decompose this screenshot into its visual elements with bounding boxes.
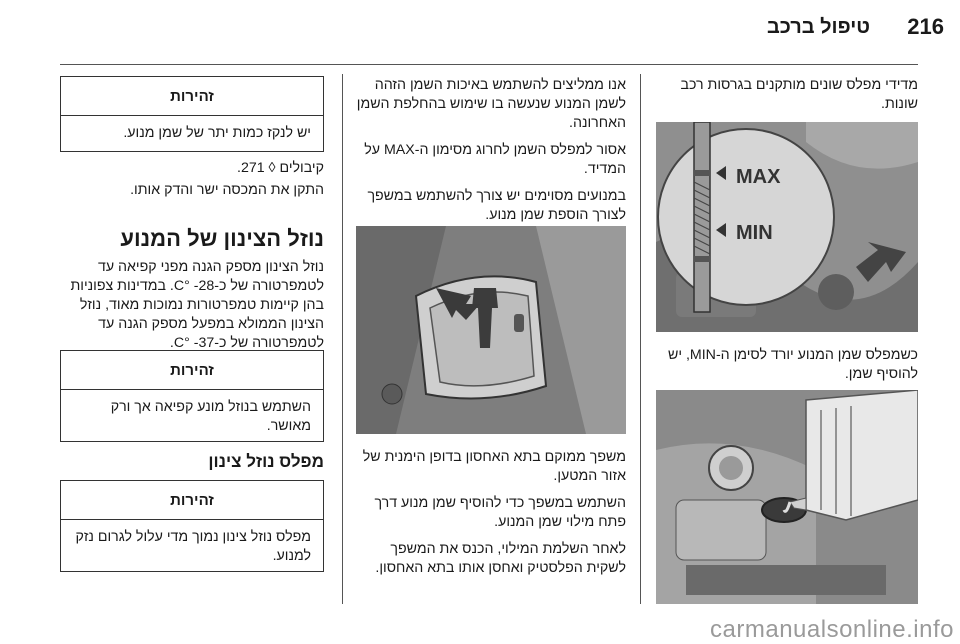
coolant-heading: נוזל הצינון של המנוע bbox=[120, 226, 324, 251]
oil-filling-illustration bbox=[656, 390, 918, 604]
cap-instruction-text: התקן את המכסה ישר והדק אותו. bbox=[130, 182, 324, 198]
capacity-reference: קיבולים ◊ 271. bbox=[236, 160, 324, 176]
section-title: טיפול ברכב bbox=[766, 16, 870, 38]
gauge-variants-text: מדידי מפלס שונים מותקנים בגרסות רכב שונות. bbox=[680, 77, 918, 112]
funnel-location-text: משפך ממוקם בתא האחסון בדופן הימנית של אזור המטען. bbox=[362, 449, 626, 484]
middle-column-lower bbox=[356, 448, 626, 578]
caution-text: יש לנקז כמות יתר של שמן מנוע. bbox=[123, 125, 311, 141]
header-divider bbox=[60, 64, 918, 65]
funnel-storage-text: לאחר השלמת המילוי, הכנס את המשפך לשקית הפלסטיק ואחסן אותו בתא האחסון. bbox=[375, 541, 626, 576]
caution-text: מפלס נוזל צינון נמוך מדי עלול לגרום נזק למנוע. bbox=[75, 529, 311, 564]
right-column-lower bbox=[656, 346, 918, 384]
caution-heading: זהירות bbox=[61, 351, 323, 390]
caution-heading: זהירות bbox=[61, 77, 323, 116]
funnel-text: במנועים מסוימים יש צורך להשתמש במשפך לצורך הוספת שמן מנוע. bbox=[367, 188, 626, 223]
min-label: MIN bbox=[736, 222, 773, 244]
column-divider-right bbox=[640, 74, 641, 604]
add-oil-text: כשמפלס שמן המנוע יורד לסימן ה-MIN, יש להוסיף שמן. bbox=[667, 347, 918, 382]
storage-compartment-figure bbox=[356, 226, 626, 434]
watermark: carmanualsonline.info bbox=[710, 616, 954, 643]
dipstick-figure bbox=[656, 122, 918, 332]
coolant-protection-text: נוזל הצינון מספק הגנה מפני קפיאה עד לטמפרטורה של כ-28- °C. במדינות צפוניות בהן קיימות טמפרטורות נמוכות מאוד, נוזל הצינון הממולא במפעל מספק הגנה עד לטמפרטורה של כ-37- °C. bbox=[70, 259, 324, 351]
caution-heading: זהירות bbox=[61, 481, 323, 520]
dipstick-illustration bbox=[656, 122, 918, 332]
max-warning-text: אסור למפלס השמן לחרוג מסימון ה-MAX על המדיד. bbox=[364, 142, 626, 177]
caution-text: השתמש בנוזל מונע קפיאה אך ורק מאושר. bbox=[110, 399, 311, 434]
storage-compartment-illustration bbox=[356, 226, 626, 434]
coolant-level-heading: מפלס נוזל צינון bbox=[208, 452, 324, 471]
caution-box-2 bbox=[60, 350, 324, 442]
max-label: MAX bbox=[736, 166, 781, 188]
oil-quality-text: אנו ממליצים להשתמש באיכות השמן הזהה לשמן המנוע שנעשה בו שימוש בהחלפת השמן האחרונה. bbox=[356, 77, 626, 131]
caution-box-3 bbox=[60, 480, 324, 572]
oil-filling-figure bbox=[656, 390, 918, 604]
caution-box-1 bbox=[60, 76, 324, 152]
middle-column bbox=[356, 76, 626, 225]
funnel-usage-text: השתמש במשפך כדי להוסיף שמן מנוע דרך פתח מילוי שמן המנוע. bbox=[374, 495, 626, 530]
column-divider-left bbox=[342, 74, 343, 604]
page-number: 216 bbox=[907, 14, 944, 39]
right-column bbox=[656, 76, 918, 114]
